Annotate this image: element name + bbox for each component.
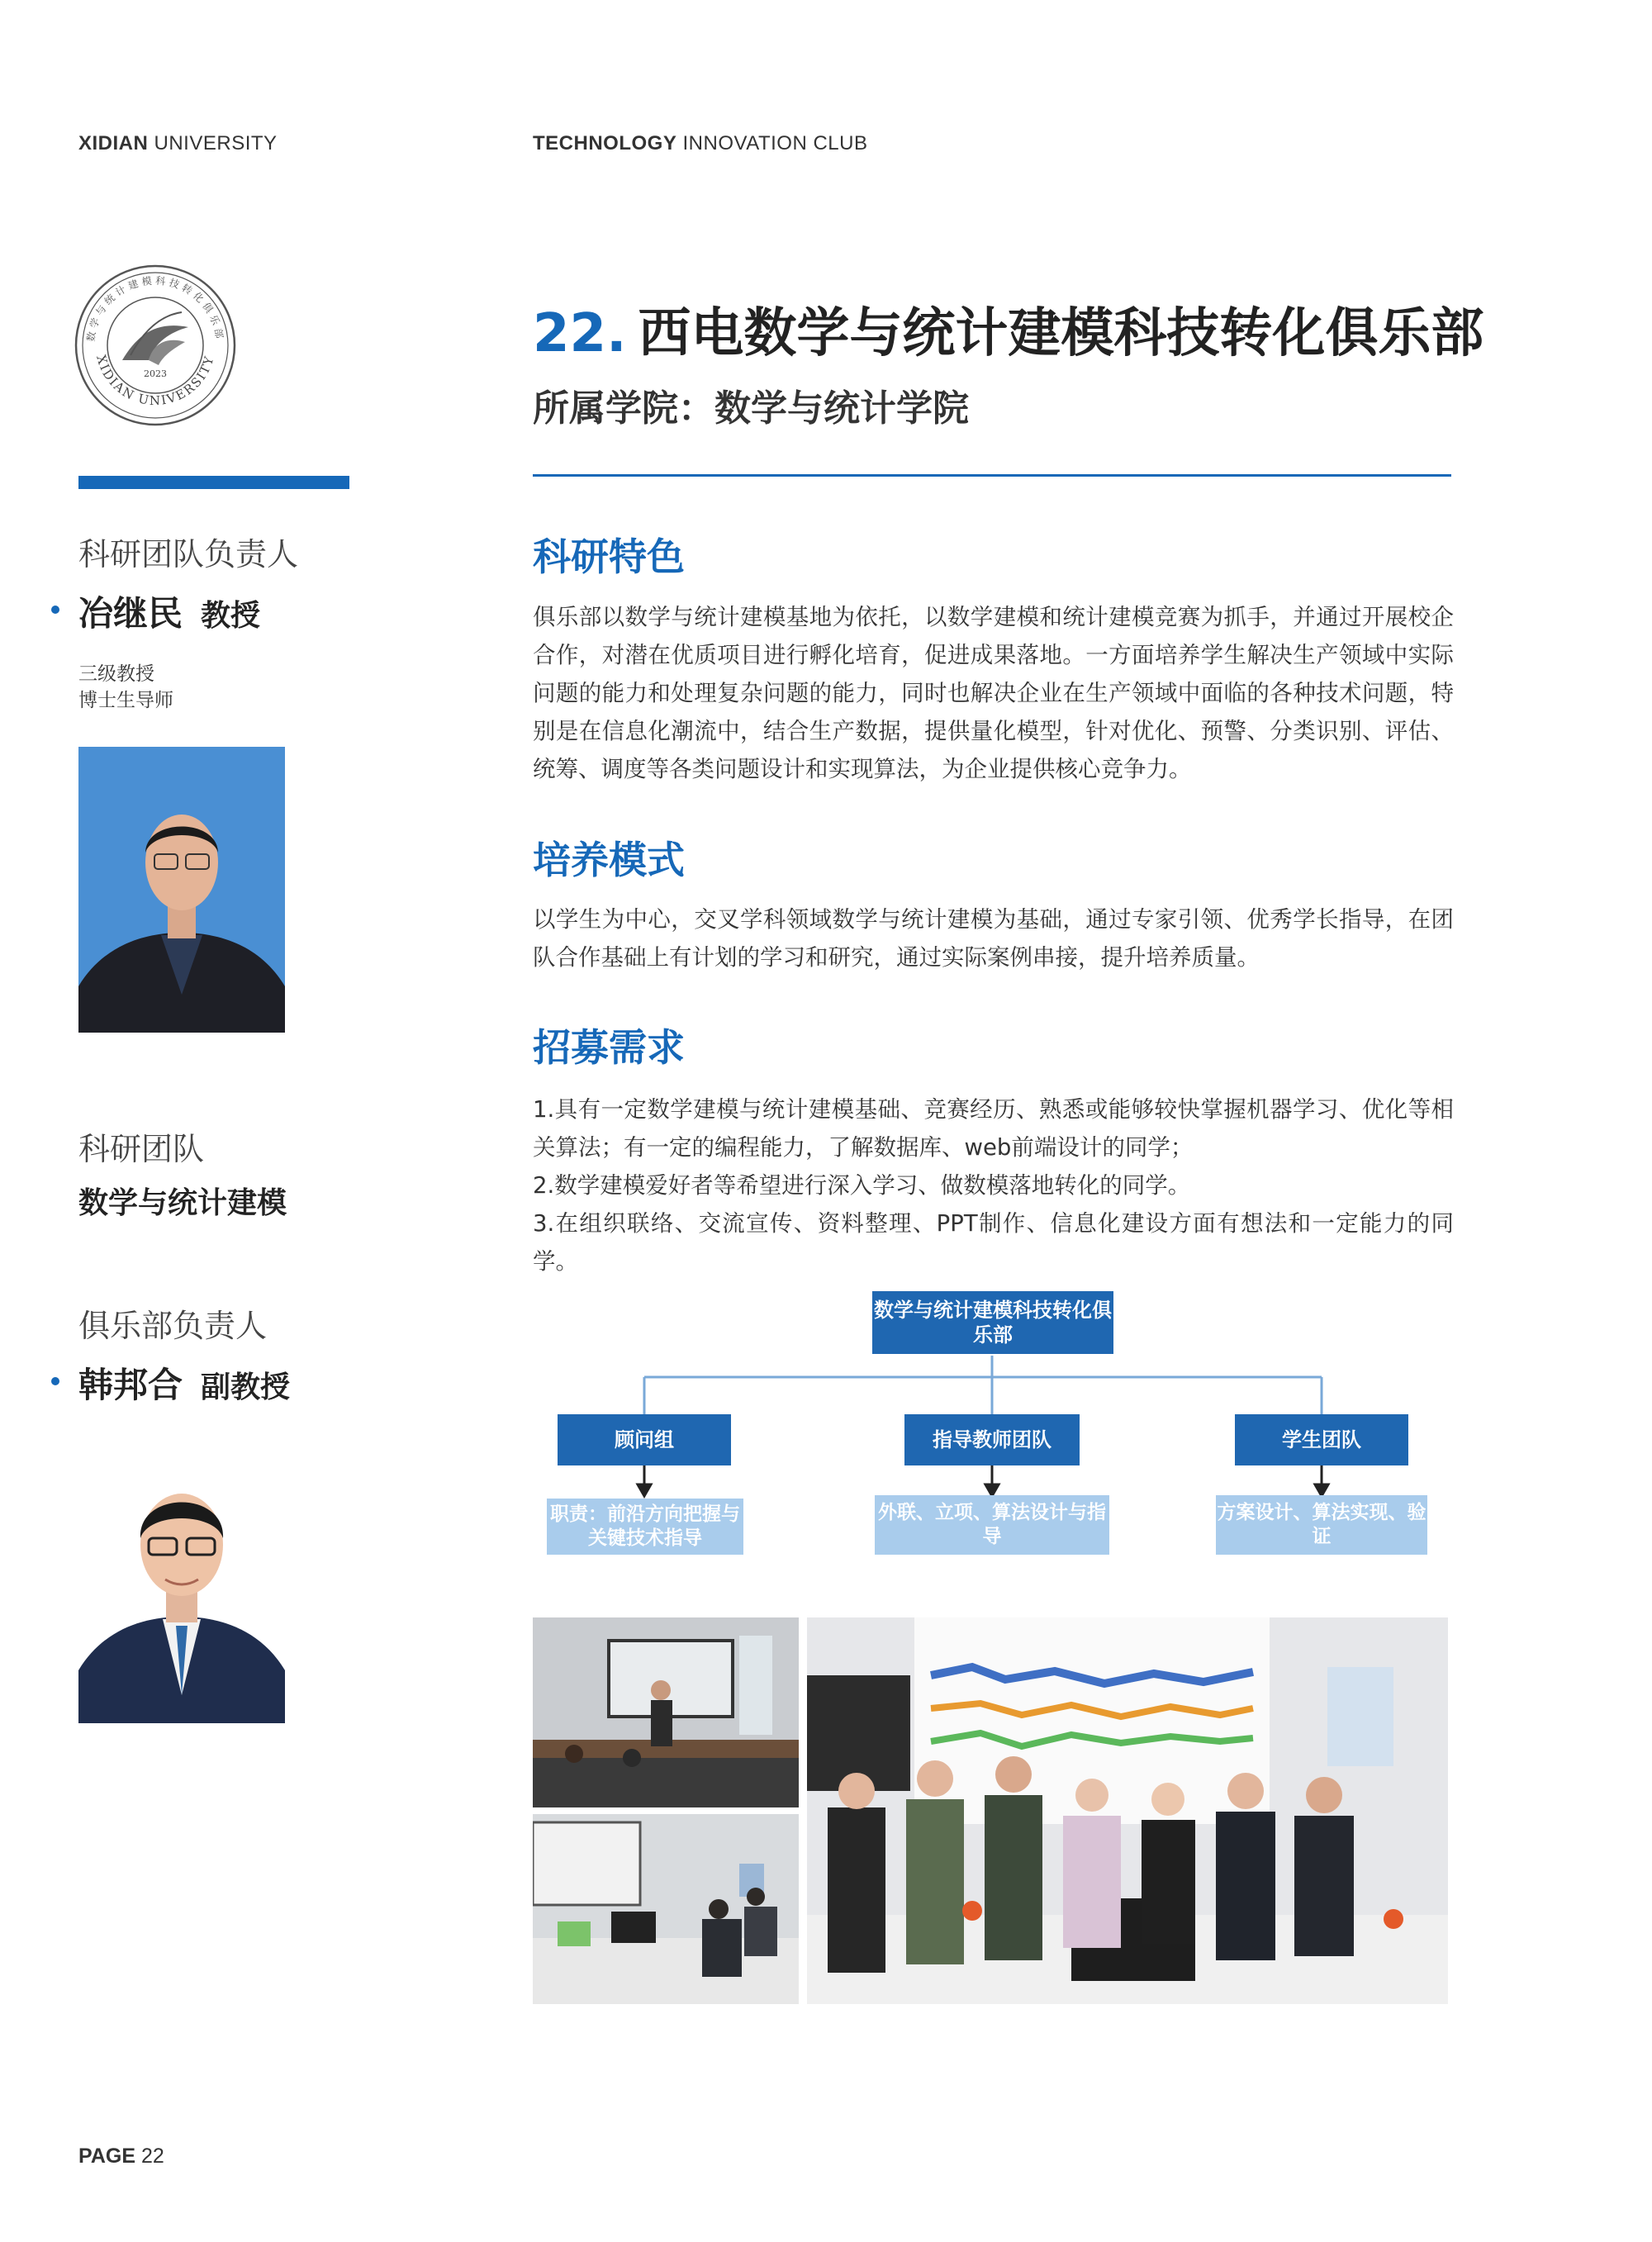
- club-leader-photo: [78, 1447, 285, 1723]
- recruitment-item: 3.在组织联络、交流宣传、资料整理、PPT制作、信息化建设方面有想法和一定能力的同学。: [533, 1210, 1454, 1275]
- club-seal-logo: [73, 263, 238, 428]
- section-title-training: 培养模式: [533, 838, 685, 882]
- seal-year: 2023: [144, 368, 167, 379]
- university-header: XIDIAN UNIVERSITY: [78, 132, 278, 154]
- section-body-training: 以学生为中心，交叉学科领域数学与统计建模为基础，通过专家引领、优秀学长指导，在团队合作基础上有计划的学习和研究，通过实际案例串接，提升培养质量。: [533, 906, 1454, 971]
- activity-photo-group: [807, 1617, 1448, 2004]
- recruitment-item: 1.具有一定数学建模与统计建模基础、竞赛经历、熟悉或能够较快掌握机器学习、优化等相关算法；有一定的编程能力，了解数据库、web前端设计的同学；: [533, 1096, 1454, 1161]
- accent-bar: [78, 476, 349, 489]
- club-leader-label: 俱乐部负责人: [78, 1308, 268, 1344]
- research-leader-photo: [78, 747, 285, 1033]
- research-leader-label: 科研团队负责人: [78, 536, 299, 572]
- org-branch-advisors: 顾问组: [558, 1414, 731, 1465]
- college-subtitle: 所属学院：数学与统计学院: [533, 387, 969, 430]
- team-label: 科研团队: [78, 1131, 205, 1167]
- recruitment-item: 2.数学建模爱好者等希望进行深入学习、做数模落地转化的同学。: [533, 1172, 1191, 1199]
- seal-bottom-text: XIDIAN UNIVERSITY: [93, 353, 217, 409]
- team-name: 数学与统计建模: [78, 1186, 287, 1220]
- research-leader-meta: 三级教授 博士生导师: [78, 663, 173, 711]
- org-branch-teachers: 指导教师团队: [904, 1414, 1080, 1465]
- section-title-recruitment: 招募需求: [533, 1025, 685, 1070]
- club-header: TECHNOLOGY INNOVATION CLUB: [533, 132, 868, 154]
- seal-top-text: 数学与统计建模科技转化俱乐部: [84, 274, 226, 343]
- org-desc-advisors: 职责：前沿方向把握与关键技术指导: [547, 1499, 743, 1555]
- org-desc-teachers: 外联、立项、算法设计与指导: [875, 1495, 1109, 1555]
- research-leader-name: 冶继民 教授: [78, 593, 261, 634]
- bullet-dot: [51, 1377, 59, 1385]
- page-number: PAGE 22: [78, 2145, 164, 2168]
- org-root: 数学与统计建模科技转化俱乐部: [872, 1291, 1113, 1354]
- title-divider: [533, 474, 1451, 477]
- org-chart: [533, 1285, 1451, 1565]
- bullet-dot: [51, 606, 59, 614]
- org-branch-students: 学生团队: [1235, 1414, 1408, 1465]
- section-body-research: 俱乐部以数学与统计建模基地为依托，以数学建模和统计建模竞赛为抓手，并通过开展校企合作，对潜在优质项目进行孵化培育，促进成果落地。一方面培养学生解决生产领域中实际问题的能力和处理复杂问题的能力，同时也解决企业在生产领域中面临的各种技术问题，特别是在信息化潮流中，结合生产数据，提供量化模型，针对优化、预警、分类识别、评估、统筹、调度等各类问题设计和实现算法，为企业提供核心竞争力。: [533, 604, 1454, 782]
- club-leader-name: 韩邦合 副教授: [78, 1365, 291, 1405]
- activity-photo-computer-lab: [533, 1814, 799, 2004]
- org-desc-students: 方案设计、算法实现、验证: [1216, 1495, 1427, 1555]
- page-title: 22. 西电数学与统计建模科技转化俱乐部: [533, 303, 1484, 364]
- section-body-recruitment: [533, 1090, 1454, 1280]
- section-title-research: 科研特色: [533, 534, 685, 579]
- activity-photo-lecture: [533, 1617, 799, 1807]
